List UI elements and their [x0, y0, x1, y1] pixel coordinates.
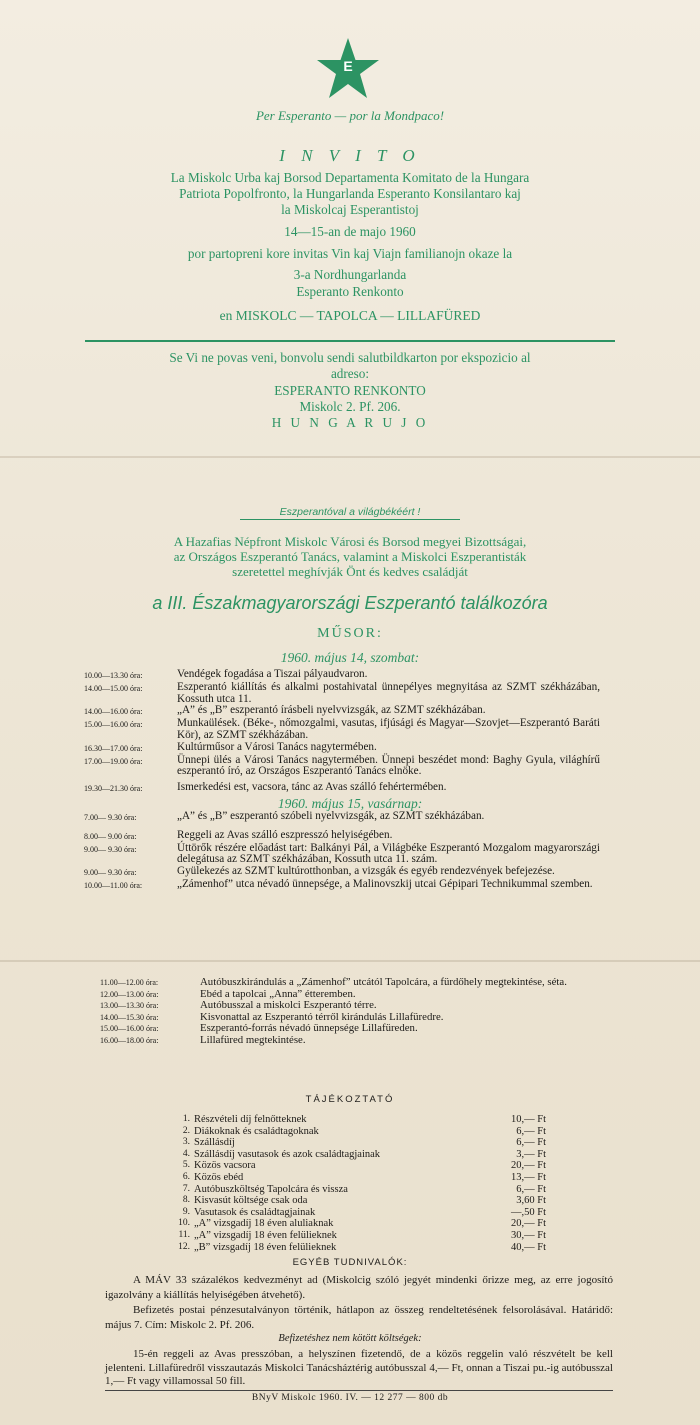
fee-amount: 6,— Ft — [516, 1125, 546, 1137]
paragraph-text: A MÁV 33 százalékos kedvezményt ad (Miskolcig szóló jegyét mindenki őrizze meg, az erre jogosító igazolvány a kiállítás helyiségében átvehető). — [105, 1274, 613, 1301]
fee-amount: 20,— Ft — [510, 1160, 546, 1172]
schedule-text: Ismerkedési est, vacsora, tánc az Avas szálló fehértermében. — [177, 781, 447, 794]
fee-number: 10. — [178, 1218, 190, 1229]
fee-row — [168, 1242, 546, 1254]
fee-label: Kisvasút költsége csak oda — [194, 1195, 308, 1207]
address-line: H U N G A R U J O — [271, 415, 429, 430]
fee-number: 12. — [178, 1241, 190, 1252]
schedule-row — [84, 755, 600, 779]
schedule-time: 12.00—13.00 óra: — [100, 989, 159, 999]
schedule-text: Úttörők részére előadást tart: Balkányi Pál, a Világbéke Eszperantó Mozgalom magyarországi delegátusa az SZMT székházában, Kossuth utca 11. szám. — [177, 841, 600, 866]
fee-number: 2. — [182, 1125, 190, 1136]
schedule-time: 7.00— 9.30 óra: — [84, 813, 137, 822]
fee-row — [168, 1230, 546, 1242]
fee-table — [168, 1114, 546, 1253]
fee-row — [168, 1207, 546, 1219]
fee-number: 8. — [182, 1195, 190, 1206]
places: en MISKOLC — TAPOLCA — LILLAFÜRED — [219, 308, 481, 323]
fee-label: Autóbuszköltség Tapolcára és vissza — [194, 1183, 348, 1195]
fee-label: Közös ebéd — [194, 1171, 244, 1183]
fee-row — [168, 1114, 546, 1126]
intro-line: szeretettel meghívják Önt és kedves családját — [232, 564, 468, 579]
schedule-time: 19.30—21.30 óra: — [84, 784, 143, 794]
fee-amount: 6,— Ft — [516, 1137, 546, 1149]
fee-amount: —,50 Ft — [510, 1206, 546, 1218]
request-line: adreso: — [330, 366, 370, 381]
fee-row — [168, 1160, 546, 1172]
fee-amount: 10,— Ft — [510, 1114, 546, 1125]
info-paragraph — [105, 1348, 613, 1389]
fee-number: 9. — [182, 1206, 190, 1217]
divider — [85, 340, 615, 342]
schedule-text: Eszperantó kiállítás és alkalmi postahivatal ünnepélyes megnyitása az SZMT székházában, Kossuth utca 11. — [177, 680, 600, 705]
fee-row — [168, 1137, 546, 1149]
fee-number: 11. — [178, 1229, 190, 1240]
schedule-text: „A” és „B” eszperantó szóbeli nyelvvizsgák, az SZMT székházában. — [177, 810, 485, 822]
paragraph-text: 15-én reggeli az Avas presszóban, a helyszínen fizetendő, de a közös reggelin való részvételt be kell jelenteni. Lillafüredről visszautazás Miskolci Tanácsháztérig autóbusszal 4,— Ft, onnan a Tiszai pu.-ig autóbusszal 1,— Ft vagy villamossal 50 fill. — [105, 1348, 613, 1387]
fee-label: Vasutasok és családtagjainak — [194, 1206, 316, 1218]
fee-label: Közös vacsora — [194, 1160, 256, 1172]
request-line: Se Vi ne povas veni, bonvolu sendi salutbildkarton por ekspozicio al — [169, 350, 531, 365]
schedule-day1 — [84, 669, 600, 795]
schedule-time: 8.00— 9.00 óra: — [84, 831, 137, 841]
fee-row — [168, 1195, 546, 1207]
fee-label: Szállásdíj vasutasok és azok családtagjainak — [194, 1148, 381, 1160]
fee-label: „A” vizsgadíj 18 éven aluliaknak — [194, 1218, 334, 1230]
schedule-time: 10.00—11.00 óra: — [84, 880, 143, 890]
schedule-row — [100, 977, 615, 989]
schedule-text: „Zámenhof” utca névadó ünnepsége, a Malinovszkij utcai Gépipari Technikummal szemben. — [177, 877, 593, 890]
intro-line: az Országos Eszperantó Tanács, valamint a Miskolci Eszperantisták — [173, 549, 527, 564]
fee-amount: 40,— Ft — [510, 1241, 546, 1253]
schedule-row — [84, 879, 600, 892]
star-letter: E — [343, 58, 353, 74]
schedule-time: 9.00— 9.30 óra: — [84, 844, 137, 854]
schedule-row — [84, 782, 600, 795]
costs-subtitle: Befizetéshez nem kötött költségek: — [278, 1333, 422, 1344]
schedule-text: Gyülekezés az SZMT kultúrotthonban, a vizsgák és egyéb rendezvények befejezése. — [177, 865, 555, 878]
address-line: ESPERANTO RENKONTO — [274, 383, 426, 398]
event-line: Esperanto Renkonto — [296, 284, 404, 299]
day-heading: 1960. május 14, szombat: — [280, 650, 420, 665]
schedule-text: Munkaülések. (Béke-, nőmozgalmi, vasutas, ifjúsági és Magyar—Szovjet—Eszperantó Baráti Kör), az SZMT székházában. — [177, 717, 600, 741]
schedule-text: Ebéd a tapolcai „Anna” étteremben. — [200, 987, 356, 1000]
schedule-row — [84, 811, 600, 824]
fee-row — [168, 1172, 546, 1184]
schedule-row — [84, 718, 600, 742]
schedule-row — [84, 669, 600, 682]
info-paragraph — [105, 1273, 613, 1303]
schedule-text: Kultúrműsor a Városi Tanács nagytermében. — [177, 740, 377, 753]
schedule-row — [84, 682, 600, 706]
day-heading: 1960. május 15, vasárnap: — [277, 796, 423, 811]
esperanto-star-icon — [316, 38, 380, 100]
fee-label: Szállásdíj — [194, 1137, 235, 1149]
schedule-time: 15.00—16.00 óra: — [100, 1024, 159, 1034]
footer-divider — [105, 1390, 613, 1391]
fee-row — [168, 1149, 546, 1161]
fee-label: „B” vizsgadíj 18 éven felülieknek — [194, 1241, 337, 1253]
paragraph-text: Befizetés postai pénzesutalványon történik, hátlapon az összeg rendeltetésének felsorolásával. Határidő: május 7. Cím: Miskolc 2. Pf. 206. — [105, 1304, 613, 1331]
schedule-row — [100, 1035, 615, 1047]
fee-row — [168, 1184, 546, 1196]
schedule-time: 14.00—16.00 óra: — [84, 707, 143, 717]
fee-number: 6. — [182, 1171, 190, 1182]
schedule-day2-continued — [100, 977, 615, 1047]
fee-number: 3. — [182, 1137, 190, 1148]
schedule-time: 15.00—16.00 óra: — [84, 720, 143, 730]
event-date: 14—15-an de majo 1960 — [284, 224, 416, 239]
schedule-row — [100, 1023, 615, 1035]
fee-label: Diákoknak és családtagoknak — [194, 1125, 319, 1137]
info-title: TÁJÉKOZTATÓ — [305, 1094, 395, 1105]
fee-number: 7. — [182, 1183, 190, 1194]
invites-line: por partopreni kore invitas Vin kaj Viajn familianojn okaze la — [187, 246, 513, 261]
fold-line — [0, 960, 700, 962]
fee-amount: 3,60 Ft — [516, 1195, 546, 1207]
fee-number: 5. — [182, 1160, 190, 1171]
schedule-time: 14.00—15.00 óra: — [84, 683, 143, 693]
address-line: Miskolc 2. Pf. 206. — [299, 399, 401, 414]
schedule-row — [84, 843, 600, 867]
invitation-title: I N V I T O — [279, 146, 421, 165]
schedule-time: 9.00— 9.30 óra: — [84, 868, 137, 878]
organizer-line: Patriota Popolfronto, la Hungarlanda Esperanto Konsilantaro kaj — [179, 186, 521, 201]
schedule-day2 — [84, 811, 600, 892]
fee-amount: 20,— Ft — [510, 1218, 546, 1230]
fee-label: Részvételi díj felnőtteknek — [194, 1114, 307, 1125]
fee-amount: 13,— Ft — [510, 1171, 546, 1183]
fee-label: „A” vizsgadíj 18 éven felülieknek — [194, 1229, 337, 1241]
slogan: Eszperantóval a világbékéért ! — [240, 506, 460, 520]
event-line: 3-a Nordhungarlanda — [293, 267, 407, 282]
fee-number: 1. — [182, 1114, 190, 1124]
fee-row — [168, 1218, 546, 1230]
schedule-row — [84, 742, 600, 755]
fee-amount: 30,— Ft — [510, 1229, 546, 1241]
schedule-text: Autóbusszal a miskolci Eszperantó térre. — [200, 999, 377, 1012]
schedule-time: 11.00—12.00 óra: — [100, 978, 159, 987]
program-title: a III. Északmagyarországi Eszperantó találkozóra — [152, 593, 548, 613]
program-heading: MŰSOR: — [317, 626, 383, 641]
address-block — [0, 383, 700, 431]
schedule-text: Vendégek fogadása a Tiszai pályaudvaron. — [177, 668, 368, 680]
schedule-time: 14.00—15.30 óra: — [100, 1012, 159, 1022]
schedule-row — [84, 830, 600, 843]
fee-number: 4. — [182, 1148, 190, 1159]
schedule-time: 17.00—19.00 óra: — [84, 756, 143, 766]
schedule-text: Autóbuszkirándulás a „Zámenhof” utcától Tapolcára, a fürdőhely megtekintése, séta. — [200, 976, 567, 988]
fee-amount: 6,— Ft — [516, 1183, 546, 1195]
schedule-text: Eszperantó-forrás névadó ünnepsége Lillafüreden. — [200, 1022, 418, 1035]
schedule-text: Ünnepi ülés a Városi Tanács nagytermében. Ünnepi beszédet mond: Baghy Gyula, világhírű eszperantó író, az Országos Eszperantó Tanács elnöke. — [177, 753, 600, 778]
schedule-time: 10.00—13.30 óra: — [84, 671, 143, 680]
schedule-text: Lillafüred megtekintése. — [200, 1033, 306, 1046]
intro-line: A Hazafias Népfront Miskolc Városi és Borsod megyei Bizottságai, — [173, 534, 527, 549]
other-info-title: EGYÉB TUDNIVALÓK: — [292, 1257, 408, 1268]
organizer-line: La Miskolc Urba kaj Borsod Departamenta Komitato de la Hungara — [170, 170, 530, 185]
fee-amount: 3,— Ft — [516, 1148, 546, 1160]
schedule-time: 16.30—17.00 óra: — [84, 743, 143, 753]
fold-line — [0, 456, 700, 458]
motto: Per Esperanto — por la Mondpaco! — [255, 108, 445, 123]
schedule-time: 13.00—13.30 óra: — [100, 1001, 159, 1011]
organizer-line: la Miskolcaj Esperantistoj — [281, 202, 419, 217]
schedule-text: „A” és „B” eszperantó írásbeli nyelvvizsgák, az SZMT székházában. — [177, 704, 486, 717]
schedule-time: 16.00—18.00 óra: — [100, 1035, 159, 1045]
fee-row — [168, 1126, 546, 1138]
schedule-text: Reggeli az Avas szálló eszpresszó helyiségében. — [177, 828, 393, 841]
printer-footer: BNyV Miskolc 1960. IV. — 12 277 — 800 db — [251, 1393, 449, 1403]
program-intro — [0, 534, 700, 579]
organizers — [0, 170, 700, 218]
schedule-text: Kisvonattal az Eszperantó térről kirándulás Lillafüredre. — [200, 1010, 444, 1023]
info-paragraph — [105, 1303, 613, 1333]
